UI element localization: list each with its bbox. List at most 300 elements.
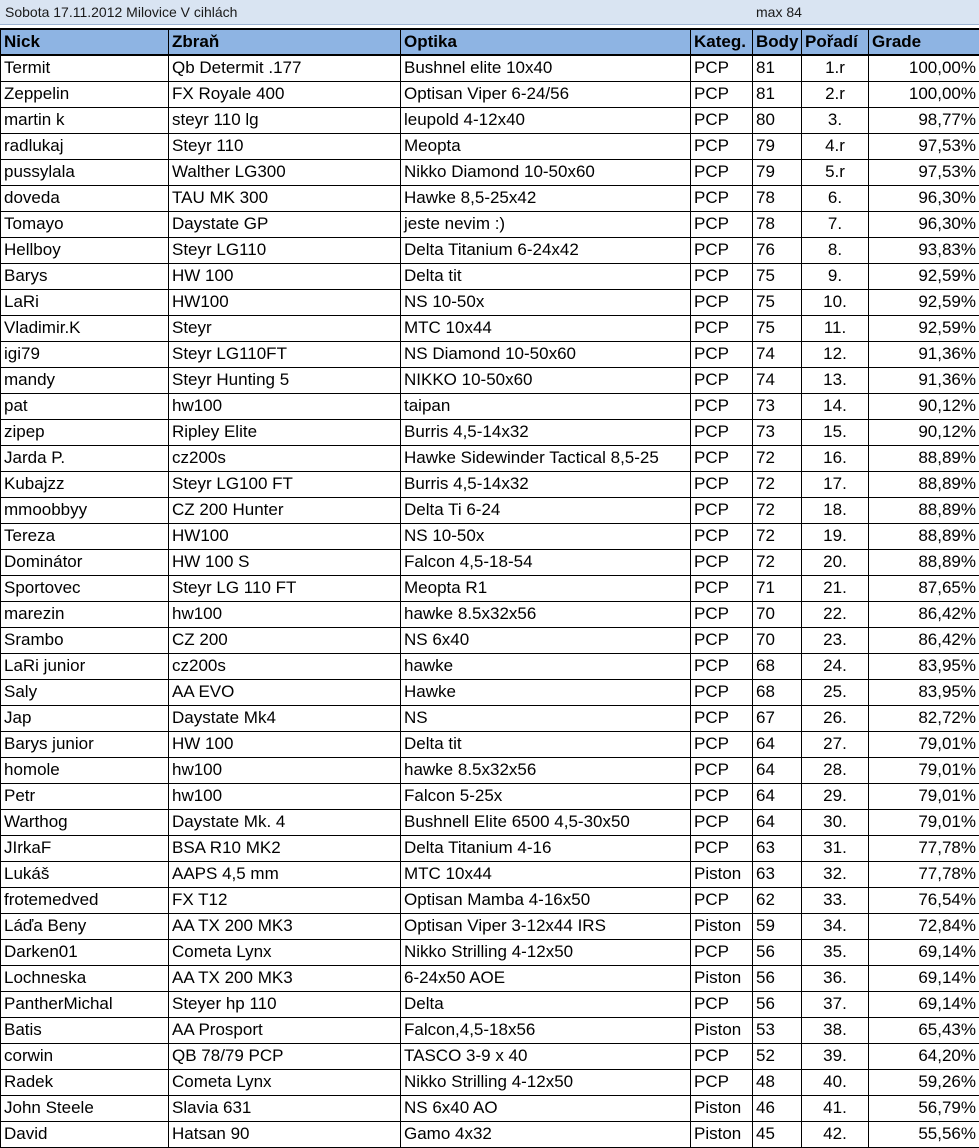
cell-rank[interactable]: 19. xyxy=(802,523,869,549)
cell-optics[interactable]: taipan xyxy=(401,393,691,419)
cell-rank[interactable]: 31. xyxy=(802,835,869,861)
cell-grade[interactable]: 100,00% xyxy=(869,55,979,81)
cell-nick[interactable]: mmoobbyy xyxy=(1,497,169,523)
cell-optics[interactable]: NIKKO 10-50x60 xyxy=(401,367,691,393)
cell-category[interactable]: PCP xyxy=(691,55,753,81)
cell-category[interactable]: PCP xyxy=(691,159,753,185)
cell-optics[interactable]: hawke 8.5x32x56 xyxy=(401,601,691,627)
cell-category[interactable]: PCP xyxy=(691,757,753,783)
cell-grade[interactable]: 97,53% xyxy=(869,133,979,159)
cell-weapon[interactable]: AA EVO xyxy=(169,679,401,705)
cell-category[interactable]: PCP xyxy=(691,185,753,211)
cell-nick[interactable]: corwin xyxy=(1,1043,169,1069)
cell-grade[interactable]: 88,89% xyxy=(869,445,979,471)
cell-optics[interactable]: NS 6x40 AO xyxy=(401,1095,691,1121)
column-header-nick[interactable]: Nick xyxy=(1,29,169,55)
cell-points[interactable]: 79 xyxy=(753,133,802,159)
cell-rank[interactable]: 40. xyxy=(802,1069,869,1095)
cell-points[interactable]: 74 xyxy=(753,341,802,367)
cell-rank[interactable]: 6. xyxy=(802,185,869,211)
cell-weapon[interactable]: Qb Determit .177 xyxy=(169,55,401,81)
cell-points[interactable]: 76 xyxy=(753,237,802,263)
cell-rank[interactable]: 25. xyxy=(802,679,869,705)
cell-nick[interactable]: frotemedved xyxy=(1,887,169,913)
cell-nick[interactable]: Hellboy xyxy=(1,237,169,263)
cell-rank[interactable]: 13. xyxy=(802,367,869,393)
cell-category[interactable]: Piston xyxy=(691,861,753,887)
cell-category[interactable]: PCP xyxy=(691,939,753,965)
cell-weapon[interactable]: Slavia 631 xyxy=(169,1095,401,1121)
cell-weapon[interactable]: Steyr xyxy=(169,315,401,341)
cell-grade[interactable]: 96,30% xyxy=(869,211,979,237)
cell-optics[interactable]: NS xyxy=(401,705,691,731)
cell-nick[interactable]: homole xyxy=(1,757,169,783)
cell-optics[interactable]: Burris 4,5-14x32 xyxy=(401,471,691,497)
cell-weapon[interactable]: Ripley Elite xyxy=(169,419,401,445)
cell-weapon[interactable]: TAU MK 300 xyxy=(169,185,401,211)
cell-points[interactable]: 62 xyxy=(753,887,802,913)
cell-grade[interactable]: 92,59% xyxy=(869,315,979,341)
cell-weapon[interactable]: HW100 xyxy=(169,523,401,549)
cell-weapon[interactable]: AA TX 200 MK3 xyxy=(169,965,401,991)
cell-optics[interactable]: Gamo 4x32 xyxy=(401,1121,691,1147)
cell-weapon[interactable]: Daystate Mk. 4 xyxy=(169,809,401,835)
cell-rank[interactable]: 37. xyxy=(802,991,869,1017)
cell-nick[interactable]: JIrkaF xyxy=(1,835,169,861)
cell-points[interactable]: 72 xyxy=(753,523,802,549)
cell-grade[interactable]: 87,65% xyxy=(869,575,979,601)
cell-rank[interactable]: 32. xyxy=(802,861,869,887)
cell-points[interactable]: 81 xyxy=(753,81,802,107)
cell-grade[interactable]: 76,54% xyxy=(869,887,979,913)
cell-weapon[interactable]: Steyer hp 110 xyxy=(169,991,401,1017)
cell-points[interactable]: 72 xyxy=(753,497,802,523)
cell-nick[interactable]: Darken01 xyxy=(1,939,169,965)
cell-points[interactable]: 56 xyxy=(753,939,802,965)
cell-category[interactable]: Piston xyxy=(691,1121,753,1147)
cell-rank[interactable]: 2.r xyxy=(802,81,869,107)
cell-optics[interactable]: Burris 4,5-14x32 xyxy=(401,419,691,445)
cell-nick[interactable]: doveda xyxy=(1,185,169,211)
cell-nick[interactable]: marezin xyxy=(1,601,169,627)
cell-grade[interactable]: 90,12% xyxy=(869,393,979,419)
cell-rank[interactable]: 24. xyxy=(802,653,869,679)
cell-nick[interactable]: mandy xyxy=(1,367,169,393)
cell-points[interactable]: 52 xyxy=(753,1043,802,1069)
cell-rank[interactable]: 16. xyxy=(802,445,869,471)
cell-points[interactable]: 72 xyxy=(753,471,802,497)
cell-rank[interactable]: 28. xyxy=(802,757,869,783)
cell-rank[interactable]: 5.r xyxy=(802,159,869,185)
cell-category[interactable]: PCP xyxy=(691,601,753,627)
cell-grade[interactable]: 64,20% xyxy=(869,1043,979,1069)
cell-category[interactable]: Piston xyxy=(691,1095,753,1121)
cell-grade[interactable]: 77,78% xyxy=(869,835,979,861)
cell-rank[interactable]: 11. xyxy=(802,315,869,341)
cell-optics[interactable]: Nikko Strilling 4-12x50 xyxy=(401,939,691,965)
cell-rank[interactable]: 29. xyxy=(802,783,869,809)
cell-grade[interactable]: 86,42% xyxy=(869,601,979,627)
cell-points[interactable]: 79 xyxy=(753,159,802,185)
cell-rank[interactable]: 22. xyxy=(802,601,869,627)
column-header-weapon[interactable]: Zbraň xyxy=(169,29,401,55)
cell-points[interactable]: 48 xyxy=(753,1069,802,1095)
cell-points[interactable]: 71 xyxy=(753,575,802,601)
cell-grade[interactable]: 100,00% xyxy=(869,81,979,107)
cell-grade[interactable]: 79,01% xyxy=(869,757,979,783)
cell-nick[interactable]: PantherMichal xyxy=(1,991,169,1017)
cell-points[interactable]: 53 xyxy=(753,1017,802,1043)
cell-category[interactable]: Piston xyxy=(691,1017,753,1043)
cell-rank[interactable]: 39. xyxy=(802,1043,869,1069)
cell-category[interactable]: PCP xyxy=(691,289,753,315)
cell-points[interactable]: 78 xyxy=(753,185,802,211)
cell-weapon[interactable]: FX T12 xyxy=(169,887,401,913)
cell-rank[interactable]: 7. xyxy=(802,211,869,237)
cell-optics[interactable]: hawke xyxy=(401,653,691,679)
cell-points[interactable]: 75 xyxy=(753,289,802,315)
cell-nick[interactable]: zipep xyxy=(1,419,169,445)
cell-nick[interactable]: Zeppelin xyxy=(1,81,169,107)
cell-points[interactable]: 64 xyxy=(753,783,802,809)
cell-nick[interactable]: Lukáš xyxy=(1,861,169,887)
cell-optics[interactable]: Hawke xyxy=(401,679,691,705)
cell-rank[interactable]: 33. xyxy=(802,887,869,913)
cell-nick[interactable]: Termit xyxy=(1,55,169,81)
cell-points[interactable]: 56 xyxy=(753,991,802,1017)
cell-category[interactable]: PCP xyxy=(691,575,753,601)
cell-category[interactable]: PCP xyxy=(691,367,753,393)
cell-points[interactable]: 59 xyxy=(753,913,802,939)
cell-optics[interactable]: jeste nevim :) xyxy=(401,211,691,237)
cell-nick[interactable]: John Steele xyxy=(1,1095,169,1121)
cell-weapon[interactable]: Daystate GP xyxy=(169,211,401,237)
cell-optics[interactable]: Bushnell Elite 6500 4,5-30x50 xyxy=(401,809,691,835)
cell-rank[interactable]: 30. xyxy=(802,809,869,835)
cell-nick[interactable]: Tomayo xyxy=(1,211,169,237)
cell-weapon[interactable]: HW 100 xyxy=(169,263,401,289)
cell-weapon[interactable]: hw100 xyxy=(169,783,401,809)
cell-grade[interactable]: 91,36% xyxy=(869,367,979,393)
cell-grade[interactable]: 92,59% xyxy=(869,263,979,289)
cell-rank[interactable]: 9. xyxy=(802,263,869,289)
cell-grade[interactable]: 79,01% xyxy=(869,731,979,757)
cell-nick[interactable]: Jap xyxy=(1,705,169,731)
cell-grade[interactable]: 91,36% xyxy=(869,341,979,367)
cell-points[interactable]: 75 xyxy=(753,263,802,289)
cell-category[interactable]: PCP xyxy=(691,887,753,913)
cell-nick[interactable]: David xyxy=(1,1121,169,1147)
cell-weapon[interactable]: Hatsan 90 xyxy=(169,1121,401,1147)
cell-category[interactable]: PCP xyxy=(691,679,753,705)
cell-grade[interactable]: 97,53% xyxy=(869,159,979,185)
cell-points[interactable]: 67 xyxy=(753,705,802,731)
cell-weapon[interactable]: Walther LG300 xyxy=(169,159,401,185)
column-header-optics[interactable]: Optika xyxy=(401,29,691,55)
cell-optics[interactable]: Nikko Strilling 4-12x50 xyxy=(401,1069,691,1095)
cell-grade[interactable]: 83,95% xyxy=(869,679,979,705)
cell-optics[interactable]: Hawke Sidewinder Tactical 8,5-25 xyxy=(401,445,691,471)
cell-optics[interactable]: 6-24x50 AOE xyxy=(401,965,691,991)
cell-grade[interactable]: 88,89% xyxy=(869,497,979,523)
column-header-grade[interactable]: Grade xyxy=(869,29,979,55)
cell-nick[interactable]: Petr xyxy=(1,783,169,809)
cell-rank[interactable]: 27. xyxy=(802,731,869,757)
cell-weapon[interactable]: HW100 xyxy=(169,289,401,315)
cell-rank[interactable]: 18. xyxy=(802,497,869,523)
cell-rank[interactable]: 35. xyxy=(802,939,869,965)
cell-rank[interactable]: 3. xyxy=(802,107,869,133)
cell-rank[interactable]: 4.r xyxy=(802,133,869,159)
cell-weapon[interactable]: Steyr LG 110 FT xyxy=(169,575,401,601)
cell-points[interactable]: 73 xyxy=(753,393,802,419)
cell-optics[interactable]: NS Diamond 10-50x60 xyxy=(401,341,691,367)
cell-category[interactable]: PCP xyxy=(691,211,753,237)
cell-optics[interactable]: Delta Titanium 4-16 xyxy=(401,835,691,861)
cell-points[interactable]: 72 xyxy=(753,445,802,471)
cell-optics[interactable]: Bushnel elite 10x40 xyxy=(401,55,691,81)
cell-category[interactable]: PCP xyxy=(691,991,753,1017)
cell-optics[interactable]: NS 6x40 xyxy=(401,627,691,653)
cell-grade[interactable]: 86,42% xyxy=(869,627,979,653)
cell-points[interactable]: 78 xyxy=(753,211,802,237)
cell-points[interactable]: 64 xyxy=(753,757,802,783)
cell-grade[interactable]: 83,95% xyxy=(869,653,979,679)
cell-points[interactable]: 68 xyxy=(753,679,802,705)
cell-nick[interactable]: igi79 xyxy=(1,341,169,367)
cell-grade[interactable]: 88,89% xyxy=(869,523,979,549)
column-header-points[interactable]: Body xyxy=(753,29,802,55)
cell-category[interactable]: PCP xyxy=(691,497,753,523)
cell-weapon[interactable]: FX Royale 400 xyxy=(169,81,401,107)
cell-category[interactable]: PCP xyxy=(691,81,753,107)
cell-weapon[interactable]: cz200s xyxy=(169,445,401,471)
cell-category[interactable]: PCP xyxy=(691,471,753,497)
cell-nick[interactable]: pussylala xyxy=(1,159,169,185)
cell-weapon[interactable]: CZ 200 Hunter xyxy=(169,497,401,523)
cell-points[interactable]: 70 xyxy=(753,601,802,627)
cell-points[interactable]: 81 xyxy=(753,55,802,81)
cell-grade[interactable]: 92,59% xyxy=(869,289,979,315)
cell-weapon[interactable]: CZ 200 xyxy=(169,627,401,653)
cell-optics[interactable]: Optisan Mamba 4-16x50 xyxy=(401,887,691,913)
cell-optics[interactable]: Delta xyxy=(401,991,691,1017)
cell-optics[interactable]: hawke 8.5x32x56 xyxy=(401,757,691,783)
cell-category[interactable]: PCP xyxy=(691,783,753,809)
cell-nick[interactable]: Radek xyxy=(1,1069,169,1095)
cell-points[interactable]: 73 xyxy=(753,419,802,445)
cell-optics[interactable]: Falcon 4,5-18-54 xyxy=(401,549,691,575)
cell-weapon[interactable]: steyr 110 lg xyxy=(169,107,401,133)
cell-category[interactable]: PCP xyxy=(691,341,753,367)
cell-points[interactable]: 72 xyxy=(753,549,802,575)
cell-grade[interactable]: 96,30% xyxy=(869,185,979,211)
cell-optics[interactable]: Delta Titanium 6-24x42 xyxy=(401,237,691,263)
cell-weapon[interactable]: QB 78/79 PCP xyxy=(169,1043,401,1069)
cell-grade[interactable]: 69,14% xyxy=(869,939,979,965)
cell-points[interactable]: 70 xyxy=(753,627,802,653)
cell-optics[interactable]: Falcon 5-25x xyxy=(401,783,691,809)
cell-rank[interactable]: 12. xyxy=(802,341,869,367)
cell-weapon[interactable]: AA TX 200 MK3 xyxy=(169,913,401,939)
cell-points[interactable]: 80 xyxy=(753,107,802,133)
cell-optics[interactable]: Falcon,4,5-18x56 xyxy=(401,1017,691,1043)
cell-rank[interactable]: 14. xyxy=(802,393,869,419)
cell-nick[interactable]: Saly xyxy=(1,679,169,705)
cell-grade[interactable]: 59,26% xyxy=(869,1069,979,1095)
cell-nick[interactable]: Warthog xyxy=(1,809,169,835)
cell-rank[interactable]: 38. xyxy=(802,1017,869,1043)
cell-nick[interactable]: Vladimir.K xyxy=(1,315,169,341)
cell-nick[interactable]: Kubajzz xyxy=(1,471,169,497)
cell-rank[interactable]: 23. xyxy=(802,627,869,653)
cell-optics[interactable]: Optisan Viper 6-24/56 xyxy=(401,81,691,107)
cell-weapon[interactable]: AA Prosport xyxy=(169,1017,401,1043)
cell-rank[interactable]: 8. xyxy=(802,237,869,263)
cell-grade[interactable]: 93,83% xyxy=(869,237,979,263)
cell-points[interactable]: 63 xyxy=(753,835,802,861)
cell-category[interactable]: PCP xyxy=(691,419,753,445)
cell-optics[interactable]: leupold 4-12x40 xyxy=(401,107,691,133)
cell-weapon[interactable]: Steyr LG110 xyxy=(169,237,401,263)
cell-rank[interactable]: 26. xyxy=(802,705,869,731)
cell-grade[interactable]: 56,79% xyxy=(869,1095,979,1121)
cell-points[interactable]: 46 xyxy=(753,1095,802,1121)
cell-optics[interactable]: Optisan Viper 3-12x44 IRS xyxy=(401,913,691,939)
cell-grade[interactable]: 88,89% xyxy=(869,471,979,497)
cell-grade[interactable]: 65,43% xyxy=(869,1017,979,1043)
cell-weapon[interactable]: Steyr LG100 FT xyxy=(169,471,401,497)
cell-weapon[interactable]: Steyr LG110FT xyxy=(169,341,401,367)
cell-grade[interactable]: 77,78% xyxy=(869,861,979,887)
cell-rank[interactable]: 1.r xyxy=(802,55,869,81)
cell-weapon[interactable]: Steyr Hunting 5 xyxy=(169,367,401,393)
cell-weapon[interactable]: Cometa Lynx xyxy=(169,1069,401,1095)
cell-nick[interactable]: Barys xyxy=(1,263,169,289)
cell-category[interactable]: Piston xyxy=(691,913,753,939)
cell-weapon[interactable]: Steyr 110 xyxy=(169,133,401,159)
cell-nick[interactable]: LaRi xyxy=(1,289,169,315)
cell-nick[interactable]: Batis xyxy=(1,1017,169,1043)
cell-nick[interactable]: martin k xyxy=(1,107,169,133)
cell-nick[interactable]: Jarda P. xyxy=(1,445,169,471)
cell-category[interactable]: PCP xyxy=(691,445,753,471)
cell-points[interactable]: 64 xyxy=(753,809,802,835)
cell-nick[interactable]: Srambo xyxy=(1,627,169,653)
cell-category[interactable]: PCP xyxy=(691,237,753,263)
cell-weapon[interactable]: hw100 xyxy=(169,601,401,627)
cell-category[interactable]: PCP xyxy=(691,705,753,731)
cell-grade[interactable]: 72,84% xyxy=(869,913,979,939)
cell-grade[interactable]: 79,01% xyxy=(869,783,979,809)
cell-grade[interactable]: 90,12% xyxy=(869,419,979,445)
cell-points[interactable]: 45 xyxy=(753,1121,802,1147)
cell-optics[interactable]: Delta Ti 6-24 xyxy=(401,497,691,523)
cell-weapon[interactable]: HW 100 xyxy=(169,731,401,757)
cell-rank[interactable]: 20. xyxy=(802,549,869,575)
cell-category[interactable]: PCP xyxy=(691,809,753,835)
cell-rank[interactable]: 41. xyxy=(802,1095,869,1121)
cell-category[interactable]: PCP xyxy=(691,835,753,861)
cell-weapon[interactable]: cz200s xyxy=(169,653,401,679)
cell-rank[interactable]: 15. xyxy=(802,419,869,445)
cell-grade[interactable]: 69,14% xyxy=(869,991,979,1017)
cell-category[interactable]: PCP xyxy=(691,653,753,679)
cell-rank[interactable]: 10. xyxy=(802,289,869,315)
cell-optics[interactable]: MTC 10x44 xyxy=(401,861,691,887)
cell-grade[interactable]: 88,89% xyxy=(869,549,979,575)
column-header-category[interactable]: Kateg. xyxy=(691,29,753,55)
cell-optics[interactable]: Delta tit xyxy=(401,263,691,289)
column-header-rank[interactable]: Pořadí xyxy=(802,29,869,55)
cell-weapon[interactable]: BSA R10 MK2 xyxy=(169,835,401,861)
cell-optics[interactable]: NS 10-50x xyxy=(401,523,691,549)
cell-weapon[interactable]: HW 100 S xyxy=(169,549,401,575)
cell-weapon[interactable]: Daystate Mk4 xyxy=(169,705,401,731)
cell-optics[interactable]: Meopta R1 xyxy=(401,575,691,601)
cell-category[interactable]: PCP xyxy=(691,107,753,133)
cell-optics[interactable]: NS 10-50x xyxy=(401,289,691,315)
cell-category[interactable]: Piston xyxy=(691,965,753,991)
cell-rank[interactable]: 42. xyxy=(802,1121,869,1147)
cell-points[interactable]: 74 xyxy=(753,367,802,393)
cell-category[interactable]: PCP xyxy=(691,731,753,757)
cell-category[interactable]: PCP xyxy=(691,1043,753,1069)
cell-grade[interactable]: 55,56% xyxy=(869,1121,979,1147)
cell-category[interactable]: PCP xyxy=(691,393,753,419)
cell-points[interactable]: 75 xyxy=(753,315,802,341)
cell-points[interactable]: 63 xyxy=(753,861,802,887)
cell-nick[interactable]: LaRi junior xyxy=(1,653,169,679)
cell-rank[interactable]: 21. xyxy=(802,575,869,601)
cell-weapon[interactable]: AAPS 4,5 mm xyxy=(169,861,401,887)
cell-nick[interactable]: Láďa Beny xyxy=(1,913,169,939)
cell-nick[interactable]: Dominátor xyxy=(1,549,169,575)
cell-grade[interactable]: 82,72% xyxy=(869,705,979,731)
cell-category[interactable]: PCP xyxy=(691,549,753,575)
cell-points[interactable]: 68 xyxy=(753,653,802,679)
cell-nick[interactable]: pat xyxy=(1,393,169,419)
cell-rank[interactable]: 36. xyxy=(802,965,869,991)
cell-nick[interactable]: Tereza xyxy=(1,523,169,549)
cell-optics[interactable]: Delta tit xyxy=(401,731,691,757)
cell-optics[interactable]: Meopta xyxy=(401,133,691,159)
cell-nick[interactable]: Sportovec xyxy=(1,575,169,601)
cell-rank[interactable]: 17. xyxy=(802,471,869,497)
cell-grade[interactable]: 79,01% xyxy=(869,809,979,835)
cell-weapon[interactable]: Cometa Lynx xyxy=(169,939,401,965)
cell-category[interactable]: PCP xyxy=(691,1069,753,1095)
cell-optics[interactable]: Hawke 8,5-25x42 xyxy=(401,185,691,211)
cell-points[interactable]: 56 xyxy=(753,965,802,991)
cell-optics[interactable]: TASCO 3-9 x 40 xyxy=(401,1043,691,1069)
cell-grade[interactable]: 98,77% xyxy=(869,107,979,133)
cell-category[interactable]: PCP xyxy=(691,263,753,289)
cell-grade[interactable]: 69,14% xyxy=(869,965,979,991)
cell-nick[interactable]: Lochneska xyxy=(1,965,169,991)
cell-nick[interactable]: Barys junior xyxy=(1,731,169,757)
cell-points[interactable]: 64 xyxy=(753,731,802,757)
cell-optics[interactable]: Nikko Diamond 10-50x60 xyxy=(401,159,691,185)
cell-optics[interactable]: MTC 10x44 xyxy=(401,315,691,341)
cell-category[interactable]: PCP xyxy=(691,627,753,653)
cell-category[interactable]: PCP xyxy=(691,523,753,549)
cell-category[interactable]: PCP xyxy=(691,133,753,159)
cell-rank[interactable]: 34. xyxy=(802,913,869,939)
cell-weapon[interactable]: hw100 xyxy=(169,393,401,419)
cell-category[interactable]: PCP xyxy=(691,315,753,341)
cell-nick[interactable]: radlukaj xyxy=(1,133,169,159)
